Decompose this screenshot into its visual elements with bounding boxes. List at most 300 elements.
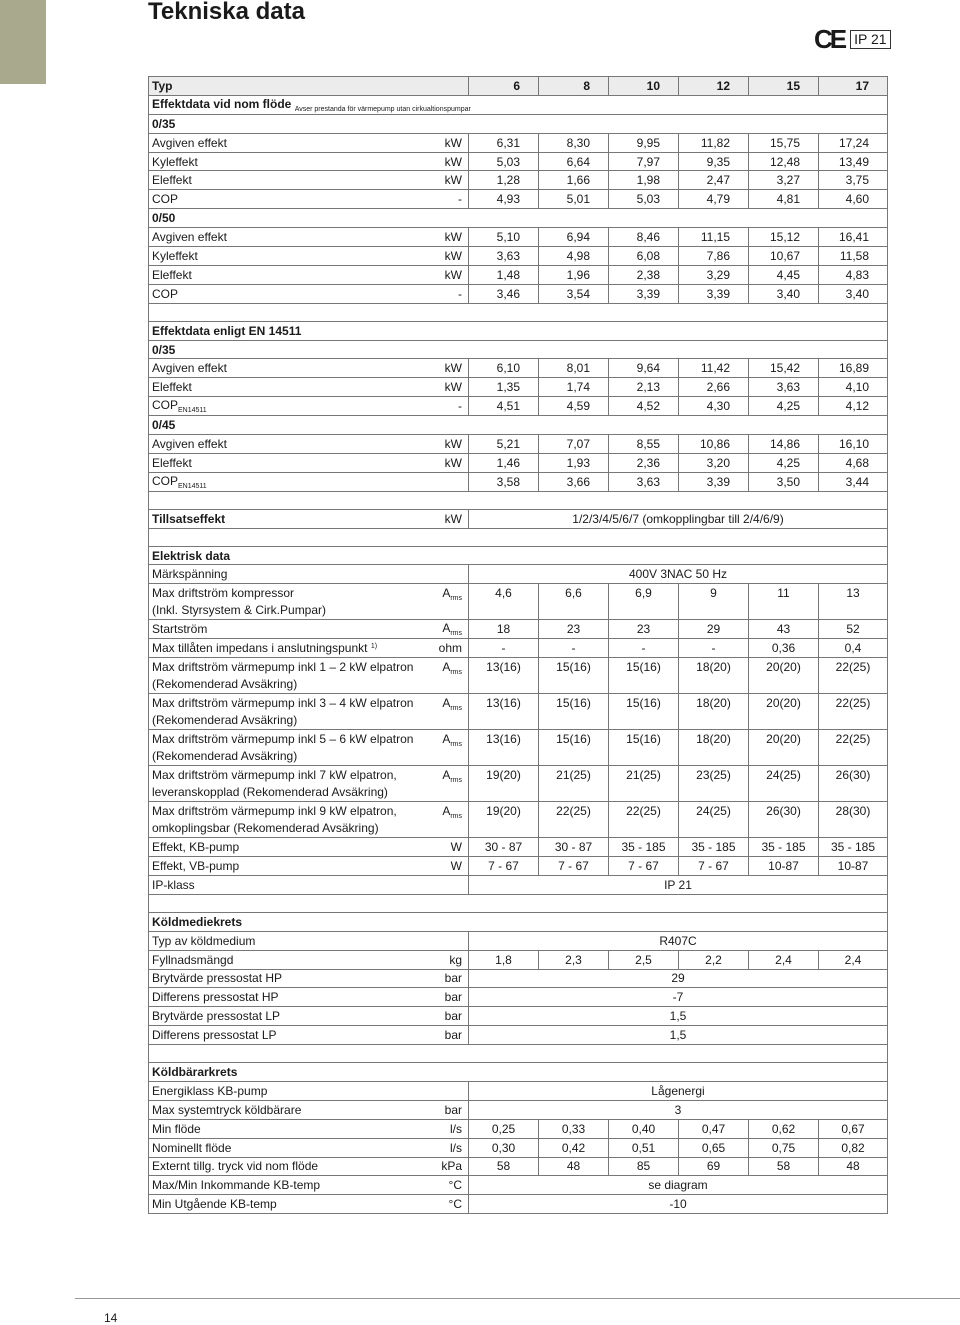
table-row [149, 730, 888, 766]
row-label: Märkspänning [149, 565, 433, 584]
table-row [149, 265, 888, 284]
table-row [149, 472, 888, 491]
unit-cell [433, 284, 469, 303]
table-row [149, 303, 888, 321]
row-label-subscript: EN14511 [178, 407, 207, 415]
unit-text: - [458, 286, 462, 301]
value-cell: 2,66 [679, 378, 749, 397]
value-cell: 3,20 [679, 453, 749, 472]
unit-cell [433, 133, 469, 152]
row-label [149, 1195, 433, 1214]
value-cell: 20(20) [749, 730, 819, 766]
value-cell: 15(16) [539, 730, 609, 766]
unit-text: kW [444, 436, 462, 451]
table-row [149, 620, 888, 639]
section-title: Effektdata enligt EN 14511 [149, 321, 888, 340]
row-label-text: Effekt, KB-pump [152, 840, 240, 855]
row-label [149, 620, 433, 639]
value-cell: 52 [819, 620, 888, 639]
value-cell: 4,45 [749, 265, 819, 284]
value-cell: 7,07 [539, 435, 609, 454]
value-cell: 23 [539, 620, 609, 639]
unit-text: kW [444, 248, 462, 263]
value-cell: 5,21 [469, 435, 539, 454]
value-cell: 4,51 [469, 397, 539, 416]
row-label [149, 397, 433, 416]
value-cell: 0,51 [609, 1138, 679, 1157]
row-label [149, 265, 433, 284]
row-label-line: Max driftström värmepump inkl 3 – 4 kW elpatron [152, 696, 414, 711]
row-label [149, 988, 433, 1007]
value-cell: 5,03 [469, 152, 539, 171]
technical-data-table [148, 76, 888, 1214]
unit-text: A [442, 586, 451, 601]
value-cell: 2,47 [679, 171, 749, 190]
unit-cell [433, 453, 469, 472]
value-cell: 0,82 [819, 1138, 888, 1157]
table-row [149, 988, 888, 1007]
table-row [149, 894, 888, 912]
unit-cell [433, 730, 469, 766]
value-cell: 15(16) [609, 694, 679, 730]
value-cell: 29 [469, 969, 888, 988]
unit-text: kW [444, 135, 462, 150]
certification-marks [814, 24, 891, 54]
unit-text: bar [444, 1028, 462, 1043]
table-row [149, 565, 888, 584]
value-cell: 1,5 [469, 1007, 888, 1026]
subsection-label: 0/50 [149, 209, 888, 228]
table-row [149, 114, 888, 133]
unit-text: kPa [441, 1159, 462, 1174]
row-label-text: Brytvärde pressostat LP [152, 1009, 281, 1024]
unit-cell: kW [433, 509, 469, 528]
value-cell: 3,66 [539, 472, 609, 491]
value-cell: 0,4 [819, 639, 888, 658]
row-label-text: Eleffekt [152, 380, 192, 395]
value-cell: 0,40 [609, 1119, 679, 1138]
value-cell: 400V 3NAC 50 Hz [469, 565, 888, 584]
value-cell: 7,97 [609, 152, 679, 171]
row-label [149, 1026, 433, 1045]
row-label [149, 658, 433, 694]
value-cell: 20(20) [749, 658, 819, 694]
table-row [149, 171, 888, 190]
unit-cell [433, 658, 469, 694]
value-cell: 18(20) [679, 658, 749, 694]
unit-text: W [450, 858, 462, 873]
unit-subscript: rms [450, 669, 462, 677]
value-cell: 30 - 87 [469, 838, 539, 857]
row-label [149, 969, 433, 988]
unit-cell [433, 620, 469, 639]
value-cell: R407C [469, 931, 888, 950]
value-cell: 35 - 185 [819, 838, 888, 857]
value-cell: 13,49 [819, 152, 888, 171]
value-cell: 3,50 [749, 472, 819, 491]
row-label-text: Energiklass KB-pump [152, 1083, 268, 1098]
value-cell: 0,42 [539, 1138, 609, 1157]
value-cell: 4,10 [819, 378, 888, 397]
row-label-line: Max driftström värmepump inkl 9 kW elpatron, [152, 804, 397, 819]
value-cell: 35 - 185 [749, 838, 819, 857]
unit-cell [433, 766, 469, 802]
value-cell: 15,75 [749, 133, 819, 152]
table-row [149, 838, 888, 857]
row-label: Tillsatseffekt [149, 509, 433, 528]
value-cell: 3,46 [469, 284, 539, 303]
unit-text: l/s [450, 1121, 462, 1136]
value-cell: - [469, 639, 539, 658]
value-cell: 24(25) [679, 802, 749, 838]
table-row [149, 1007, 888, 1026]
value-cell: IP 21 [469, 875, 888, 894]
row-label [149, 584, 433, 620]
row-label-line: omkoplingsbar (Rekomenderad Avsäkring) [152, 821, 379, 836]
row-label [149, 838, 433, 857]
unit-cell [433, 1138, 469, 1157]
value-cell: 20(20) [749, 694, 819, 730]
value-cell: 3,27 [749, 171, 819, 190]
section-title: Köldbärarkrets [149, 1063, 888, 1082]
value-cell: 5,01 [539, 190, 609, 209]
table-row [149, 321, 888, 340]
value-cell: 16,89 [819, 359, 888, 378]
table-row [149, 1195, 888, 1214]
row-label [149, 950, 433, 969]
unit-text: kW [444, 361, 462, 376]
value-cell: 35 - 185 [679, 838, 749, 857]
spacer-cell [149, 491, 888, 509]
unit-cell [433, 1119, 469, 1138]
value-cell: 30 - 87 [539, 838, 609, 857]
value-cell: 8,55 [609, 435, 679, 454]
unit-cell [433, 694, 469, 730]
unit-text: kW [444, 173, 462, 188]
table-row [149, 95, 888, 114]
value-cell: 18(20) [679, 694, 749, 730]
table-row [149, 1119, 888, 1138]
unit-cell [433, 152, 469, 171]
value-cell: 6,9 [609, 584, 679, 620]
value-cell: 48 [539, 1157, 609, 1176]
unit-cell [433, 969, 469, 988]
section-title: Köldmediekrets [149, 912, 888, 931]
value-cell: 4,25 [749, 453, 819, 472]
table-row [149, 228, 888, 247]
unit-text: A [442, 660, 451, 675]
value-cell: 1,98 [609, 171, 679, 190]
value-cell: 26(30) [819, 766, 888, 802]
table-row [149, 509, 888, 528]
value-cell: se diagram [469, 1176, 888, 1195]
row-label [149, 1157, 433, 1176]
unit-cell [433, 228, 469, 247]
value-cell: 0,33 [539, 1119, 609, 1138]
unit-text: kW [444, 380, 462, 395]
value-cell: 6,6 [539, 584, 609, 620]
unit-text: bar [444, 1009, 462, 1024]
row-label-subscript: EN14511 [178, 482, 207, 490]
row-label [149, 802, 433, 838]
unit-text: W [450, 840, 462, 855]
value-cell: 6,64 [539, 152, 609, 171]
unit-cell [433, 584, 469, 620]
row-label-text: Eleffekt [152, 173, 192, 188]
spacer-cell [149, 894, 888, 912]
value-cell: 0,36 [749, 639, 819, 658]
unit-cell [433, 359, 469, 378]
row-label-text: Kyleffekt [152, 154, 198, 169]
value-cell: 6,31 [469, 133, 539, 152]
table-row [149, 694, 888, 730]
unit-cell [433, 838, 469, 857]
value-cell: 7 - 67 [539, 857, 609, 876]
table-row [149, 416, 888, 435]
value-cell: 4,52 [609, 397, 679, 416]
value-cell: 69 [679, 1157, 749, 1176]
value-cell: 8,01 [539, 359, 609, 378]
value-cell: 4,25 [749, 397, 819, 416]
header-model: 8 [539, 77, 609, 96]
table-row [149, 133, 888, 152]
value-cell: 1,5 [469, 1026, 888, 1045]
row-label [149, 247, 433, 266]
value-cell: 12,48 [749, 152, 819, 171]
value-cell: 48 [819, 1157, 888, 1176]
value-cell: 3,58 [469, 472, 539, 491]
row-label-line: Max driftström värmepump inkl 7 kW elpatron, [152, 768, 397, 783]
value-cell: 15(16) [539, 694, 609, 730]
unit-text: A [442, 804, 451, 819]
value-cell: 0,47 [679, 1119, 749, 1138]
row-label [149, 453, 433, 472]
unit-cell [433, 265, 469, 284]
table-row [149, 1100, 888, 1119]
unit-cell [433, 950, 469, 969]
unit-cell [433, 565, 469, 584]
section-title: Elektrisk data [149, 546, 888, 565]
value-cell: 1,46 [469, 453, 539, 472]
value-cell: 2,4 [819, 950, 888, 969]
unit-text: A [442, 732, 451, 747]
subsection-label: 0/45 [149, 416, 888, 435]
row-label-text: Differens pressostat LP [152, 1028, 277, 1043]
row-label-text: Avgiven effekt [152, 361, 227, 376]
ip-rating-badge: IP 21 [850, 30, 890, 49]
row-label [149, 1007, 433, 1026]
row-label-line: Max driftström värmepump inkl 1 – 2 kW elpatron [152, 660, 414, 675]
unit-subscript: rms [450, 741, 462, 749]
row-label-line: (Rekomenderad Avsäkring) [152, 713, 298, 728]
unit-text: kW [444, 267, 462, 282]
value-cell: 10,86 [679, 435, 749, 454]
unit-cell [433, 190, 469, 209]
row-label-text: COP [152, 473, 179, 488]
header-unit [433, 77, 469, 96]
row-label [149, 228, 433, 247]
value-cell: 4,93 [469, 190, 539, 209]
unit-cell [433, 857, 469, 876]
unit-cell [433, 1026, 469, 1045]
row-label: IP-klass [149, 875, 433, 894]
value-cell: 4,68 [819, 453, 888, 472]
value-cell: 0,67 [819, 1119, 888, 1138]
unit-cell [433, 802, 469, 838]
value-cell: 0,30 [469, 1138, 539, 1157]
value-cell: 9 [679, 584, 749, 620]
value-cell: 1,8 [469, 950, 539, 969]
spacer-cell [149, 1045, 888, 1063]
row-label-text: Nominellt flöde [152, 1140, 232, 1155]
row-label-text: Max systemtryck köldbärare [152, 1102, 302, 1117]
value-cell: 58 [469, 1157, 539, 1176]
value-cell: 0,75 [749, 1138, 819, 1157]
row-label [149, 190, 433, 209]
row-label [149, 639, 433, 658]
row-label-text: Brytvärde pressostat HP [152, 971, 283, 986]
row-label-text: Effekt, VB-pump [152, 858, 240, 873]
unit-cell [433, 875, 469, 894]
value-cell: 9,95 [609, 133, 679, 152]
table-row [149, 950, 888, 969]
row-label: Typ av köldmedium [149, 931, 433, 950]
row-label-text: COP [152, 398, 179, 413]
table-row [149, 931, 888, 950]
table-row [149, 658, 888, 694]
table-row [149, 152, 888, 171]
row-label-text: Max tillåten impedans i anslutningspunkt [152, 641, 368, 656]
value-cell: 3,39 [609, 284, 679, 303]
value-cell: 2,13 [609, 378, 679, 397]
table-row [149, 546, 888, 565]
value-cell: 6,10 [469, 359, 539, 378]
value-cell: 24(25) [749, 766, 819, 802]
row-label-text: Min flöde [152, 1121, 201, 1136]
unit-cell [433, 247, 469, 266]
table-row [149, 359, 888, 378]
table-row [149, 802, 888, 838]
table-row [149, 397, 888, 416]
value-cell: 28(30) [819, 802, 888, 838]
row-label-text: Min Utgående KB-temp [152, 1197, 277, 1212]
value-cell: 10-87 [749, 857, 819, 876]
footnote-marker: 1) [370, 643, 378, 651]
unit-text: kW [444, 154, 462, 169]
value-cell: 1,74 [539, 378, 609, 397]
table-row [149, 247, 888, 266]
table-row [149, 284, 888, 303]
value-cell: 2,4 [749, 950, 819, 969]
value-cell: 22(25) [819, 694, 888, 730]
unit-text: kW [444, 230, 462, 245]
row-label-line: (Rekomenderad Avsäkring) [152, 749, 298, 764]
value-cell: 1,28 [469, 171, 539, 190]
row-label [149, 171, 433, 190]
row-label-text: Avgiven effekt [152, 135, 227, 150]
unit-text: bar [444, 971, 462, 986]
table-row [149, 209, 888, 228]
value-cell: 19(20) [469, 766, 539, 802]
unit-subscript: rms [450, 705, 462, 713]
unit-subscript: rms [450, 777, 462, 785]
value-cell: -10 [469, 1195, 888, 1214]
table-row [149, 766, 888, 802]
page-number: 14 [104, 1311, 118, 1325]
row-label [149, 1119, 433, 1138]
value-cell: 58 [749, 1157, 819, 1176]
value-cell: 4,83 [819, 265, 888, 284]
table-row [149, 190, 888, 209]
value-cell: 0,25 [469, 1119, 539, 1138]
table-row [149, 857, 888, 876]
unit-text: bar [444, 1102, 462, 1117]
value-cell: 11,58 [819, 247, 888, 266]
value-cell: 3,40 [819, 284, 888, 303]
value-cell: 1,48 [469, 265, 539, 284]
value-cell: 4,30 [679, 397, 749, 416]
row-label [149, 284, 433, 303]
unit-subscript: rms [450, 630, 462, 638]
unit-text: - [458, 192, 462, 207]
unit-cell [433, 1176, 469, 1195]
table-row [149, 1081, 888, 1100]
unit-text: A [442, 768, 451, 783]
page-title: Tekniska data [148, 0, 305, 25]
value-cell: 11 [749, 584, 819, 620]
value-cell: 5,10 [469, 228, 539, 247]
value-cell: 7,86 [679, 247, 749, 266]
value-cell: 16,41 [819, 228, 888, 247]
value-cell: 13 [819, 584, 888, 620]
table-row [149, 528, 888, 546]
unit-cell [433, 397, 469, 416]
row-label [149, 857, 433, 876]
value-cell: 29 [679, 620, 749, 639]
row-label [149, 435, 433, 454]
value-cell: 3,40 [749, 284, 819, 303]
unit-text: °C [448, 1197, 462, 1212]
table-row [149, 491, 888, 509]
unit-cell [433, 1100, 469, 1119]
value-cell: 9,35 [679, 152, 749, 171]
value-cell: 1,96 [539, 265, 609, 284]
value-cell: 2,2 [679, 950, 749, 969]
value-cell: 17,24 [819, 133, 888, 152]
unit-text: ohm [438, 641, 462, 656]
value-cell: 1/2/3/4/5/6/7 (omkopplingbar till 2/4/6/9) [469, 509, 888, 528]
value-cell: 85 [609, 1157, 679, 1176]
value-cell: Lågenergi [469, 1081, 888, 1100]
value-cell: 4,81 [749, 190, 819, 209]
table-row [149, 77, 888, 96]
row-label-text: Externt tillg. tryck vid nom flöde [152, 1159, 319, 1174]
value-cell: 23 [609, 620, 679, 639]
value-cell: 3,75 [819, 171, 888, 190]
value-cell: 3,39 [679, 284, 749, 303]
row-label-text: Eleffekt [152, 267, 192, 282]
value-cell: 8,46 [609, 228, 679, 247]
table-row [149, 1157, 888, 1176]
value-cell: 0,65 [679, 1138, 749, 1157]
row-label-text: Fyllnadsmängd [152, 952, 234, 967]
header-typ: Typ [149, 77, 433, 96]
value-cell: 4,98 [539, 247, 609, 266]
value-cell: 11,15 [679, 228, 749, 247]
table-row [149, 1026, 888, 1045]
section-title [149, 95, 888, 114]
value-cell: 11,82 [679, 133, 749, 152]
